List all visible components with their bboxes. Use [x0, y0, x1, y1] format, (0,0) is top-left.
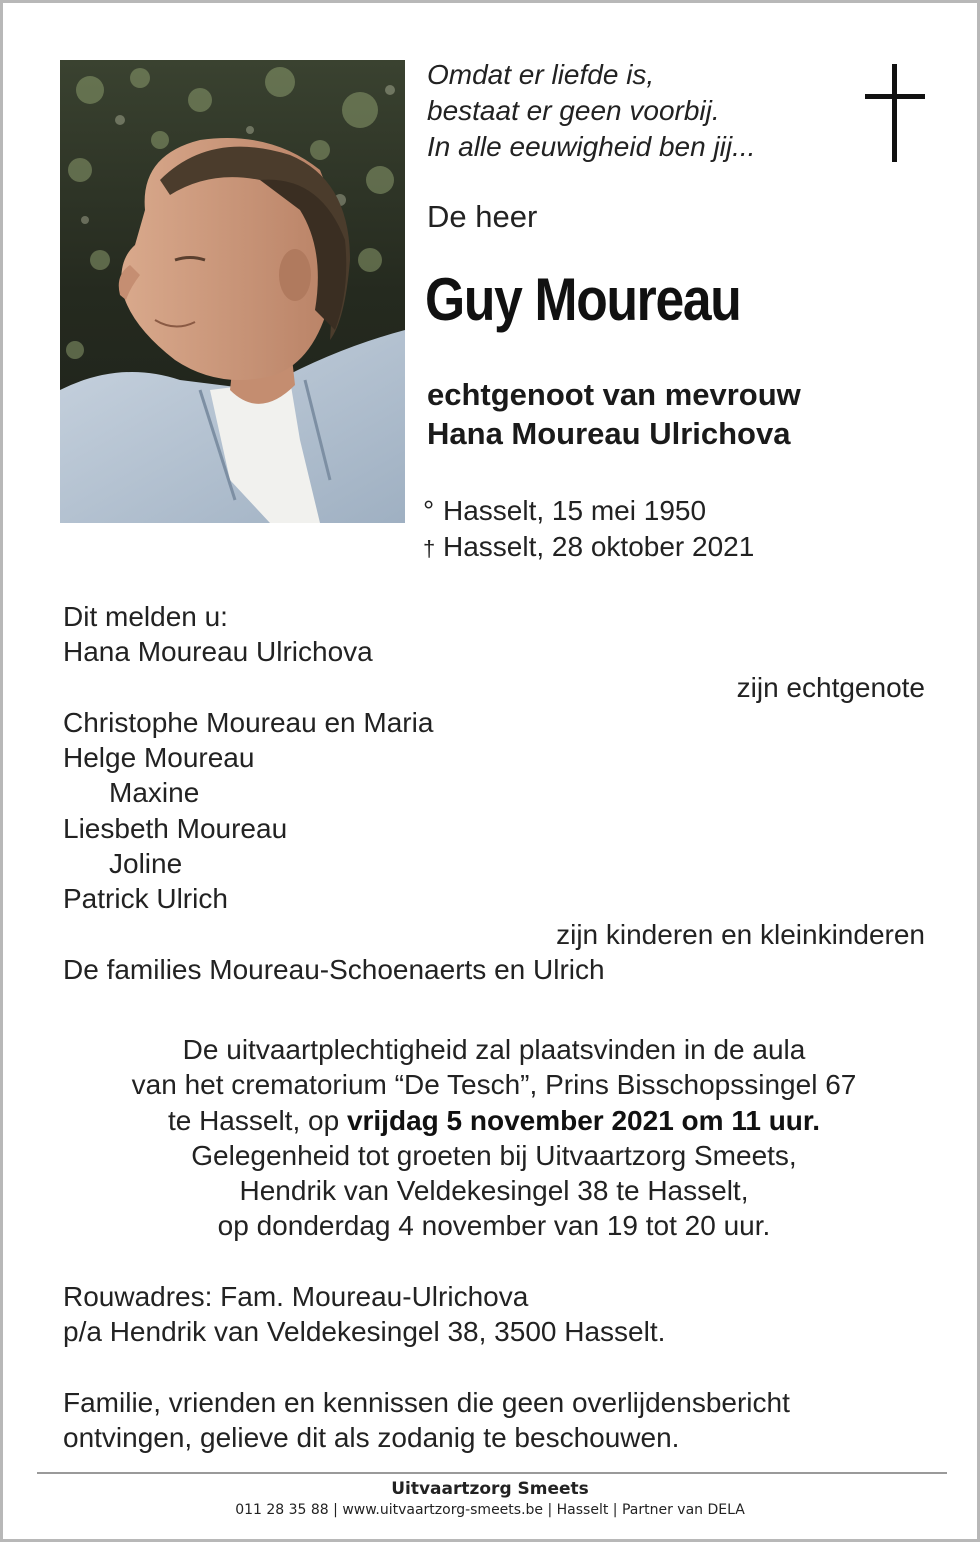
dagger-icon: †: [423, 536, 436, 561]
ceremony-line: Hendrik van Veldekesingel 38 te Hasselt,: [239, 1175, 749, 1207]
ceremony-line: De uitvaartplechtigheid zal plaatsvinden in de aula: [182, 1034, 806, 1065]
spouse-name: Hana Moureau Ulrichova: [63, 636, 373, 668]
funeral-home-name: Uitvaartzorg Smeets: [391, 1479, 589, 1499]
poem-line: bestaat er geen voorbij.: [427, 95, 720, 126]
poem-line: Omdat er liefde is,: [427, 59, 655, 90]
notice-line: Familie, vrienden en kennissen die geen overlijdensbericht: [63, 1387, 790, 1418]
ceremony-details: [63, 1032, 925, 1244]
ceremony-line: van het crematorium “De Tesch”, Prins Bisschopssingel 67: [131, 1069, 857, 1101]
family-announcement: [63, 599, 925, 987]
spouse-line: [427, 375, 801, 453]
mourning-address: [63, 1279, 665, 1350]
ceremony-place: te Hasselt, op: [167, 1104, 340, 1136]
death-date: [423, 529, 754, 567]
ceremony-line: [63, 1103, 925, 1138]
death-text: Hasselt, 28 oktober 2021: [443, 531, 755, 562]
family-member: Patrick Ulrich: [63, 883, 228, 915]
cross-icon: [865, 64, 925, 162]
family-member: Christophe Moureau en Maria: [63, 706, 434, 738]
family-member: Liesbeth Moureau: [63, 812, 288, 844]
family-member: Helge Moureau: [63, 742, 255, 774]
children-role: zijn kinderen en kleinkinderen: [556, 918, 925, 950]
ceremony-line: op donderdag 4 november van 19 tot 20 uur.: [217, 1210, 771, 1242]
grandchild: Joline: [109, 848, 183, 880]
portrait-photo: [60, 60, 405, 523]
family-intro: Dit melden u:: [63, 601, 228, 632]
spouse-line-1: echtgenoot van mevrouw: [427, 377, 801, 412]
footer-divider: [37, 1472, 947, 1474]
grandchild: Maxine: [109, 777, 200, 809]
address-line: Rouwadres: Fam. Moureau-Ulrichova: [63, 1281, 529, 1312]
deceased-name: Guy Moureau: [425, 266, 741, 333]
spouse-role: zijn echtgenote: [736, 671, 925, 703]
address-line: p/a Hendrik van Veldekesingel 38, 3500 Hasselt.: [63, 1316, 666, 1348]
life-dates: [423, 493, 754, 567]
ceremony-datetime: vrijdag 5 november 2021 om 11 uur.: [346, 1104, 821, 1136]
families-line: De families Moureau-Schoenaerts en Ulrich: [63, 953, 605, 985]
funeral-home-contact: 011 28 35 88 | www.uitvaartzorg-smeets.be | Hasselt | Partner van DELA: [235, 1502, 745, 1518]
poem: [427, 57, 755, 165]
notice-text: [63, 1385, 790, 1456]
salutation: De heer: [427, 199, 538, 234]
birth-mark-icon: °: [423, 495, 435, 526]
spouse-line-2: Hana Moureau Ulrichova: [427, 416, 791, 451]
ceremony-line: Gelegenheid tot groeten bij Uitvaartzorg Smeets,: [191, 1139, 797, 1171]
notice-line: ontvingen, gelieve dit als zodanig te beschouwen.: [63, 1422, 680, 1454]
poem-line: In alle eeuwigheid ben jij...: [427, 131, 756, 162]
portrait-illustration: [60, 60, 405, 523]
birth-text: Hasselt, 15 mei 1950: [443, 495, 707, 526]
birth-date: [423, 493, 754, 529]
